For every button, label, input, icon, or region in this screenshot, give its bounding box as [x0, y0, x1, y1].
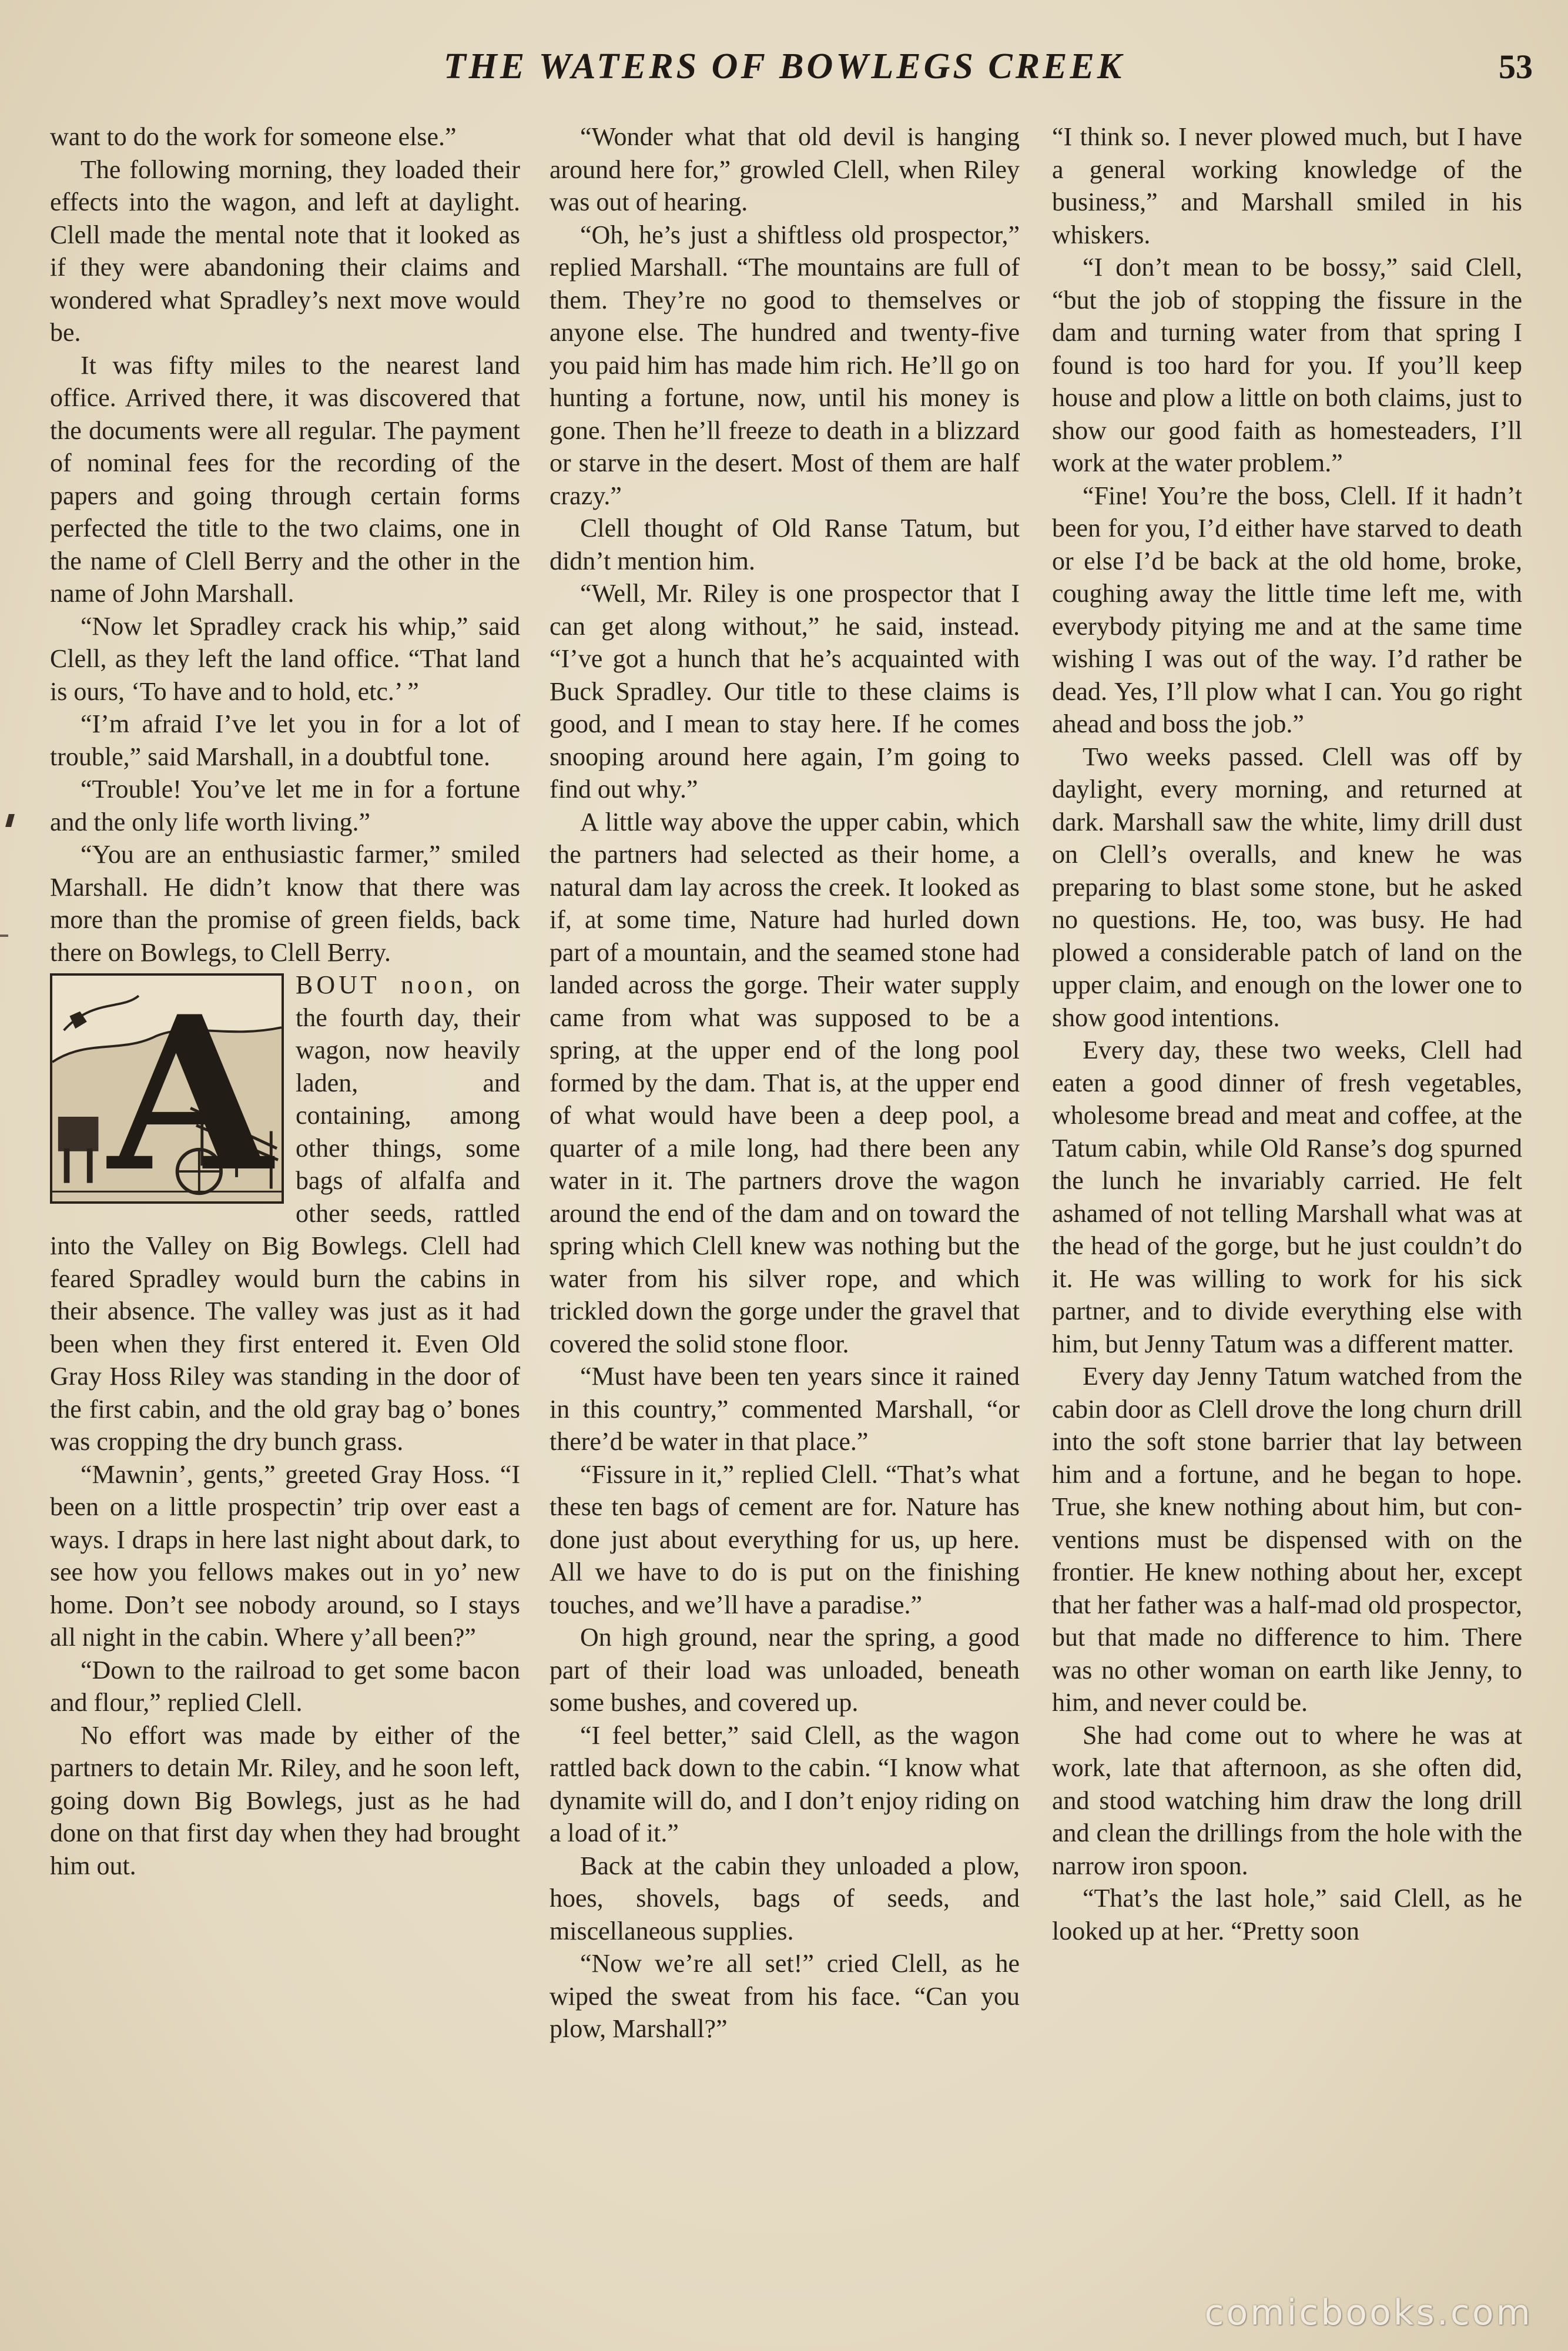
paragraph: “That’s the last hole,” said Clell, as he looked up at her. “Pretty soon: [1052, 1884, 1522, 1945]
paragraph: “Well, Mr. Riley is one prospector that I can get along without,” he said, instead. “I’ve got a hunch that he’s acquainted with Buck Spradley. Our title to these claims is good, and I mean to stay here. If he comes snooping around here again, I’m going to find out why.”: [550, 579, 1020, 803]
paragraph: Back at the cabin they unloaded a plow, hoes, shovels, bags of seeds, and miscellaneous supplies.: [550, 1851, 1020, 1945]
paragraph: “Fine! You’re the boss, Clell. If it hadn’t been for you, I’d either have starved to death or else I’d be back at the old home, broke, coughing away the little time left me, with everybody pitying me and at the same time wishing I was out of the way. I’d rather be dead. Yes, I’ll plow what I can. You go right ahead and boss the job.”: [1052, 481, 1522, 738]
running-title: THE WATERS OF BOWLEGS CREEK: [443, 46, 1125, 86]
paragraph: “I think so. I never plowed much, but I have a general working knowledge of the business,” and Marshall smiled in his whiskers.: [1052, 122, 1522, 249]
paragraph: On high ground, near the spring, a good part of their load was unloaded, beneath some bushes, and covered up.: [550, 1623, 1020, 1717]
paragraph: “Oh, he’s just a shiftless old prospector,” replied Marshall. “The mountains are full of them. They’re no good to themselves or anyone else. The hundred and twenty-five you paid him has made him rich. He’ll go on hunting a fortune, now, until his money is gone. Then he’ll freeze to death in a blizzard or starve in the desert. Most of them are half crazy.”: [550, 220, 1020, 510]
paragraph: Clell thought of Old Ranse Tatum, but didn’t mention him.: [550, 514, 1020, 575]
text-column-1: [50, 120, 520, 2248]
margin-mark: [5, 814, 15, 827]
page-header: [35, 46, 1533, 105]
paragraph: “You are an enthusiastic farmer,” smiled Marshall. He didn’t know that there was more than the promise of green fields, back there on Bowlegs, to Clell Berry.: [50, 840, 520, 967]
lead-paragraph-text: on the fourth day, their wagon, now heavily laden, and containing, among other things, some bags of alfalfa and other seeds, rattled into the Valley on Big Bowlegs. Clell had feared Spradley would burn the cabins in their absence. The valley was just as it had been when they first entered it. Even Old Gray Hoss Riley was standing in the door of the first cabin, and the old gray bag o’ bones was cropping the dry bunch grass.: [50, 970, 520, 1456]
paragraph: “I’m afraid I’ve let you in for a lot of trouble,” said Marshall, in a doubtful tone.: [50, 709, 520, 771]
drop-cap-letter: A: [108, 973, 273, 1204]
illustrated-drop-cap: [50, 973, 284, 1204]
paragraph: “Trouble! You’ve let me in for a fortune and the only life worth living.”: [50, 775, 520, 836]
page-number: 53: [1499, 48, 1533, 86]
paragraph: “Down to the railroad to get some bacon and flour,” replied Clell.: [50, 1655, 520, 1717]
paragraph: It was fifty miles to the nearest land office. Arrived there, it was discovered that the documents were all regular. The payment of nominal fees for the recording of the papers and going through certain forms perfected the title to the two claims, one in the name of Clell Berry and the other in the name of John Marshall.: [50, 350, 520, 608]
paragraph: “Must have been ten years since it rained in this country,” commented Marshall, “or there’d be water in that place.”: [550, 1362, 1020, 1456]
paragraph: “Wonder what that old devil is hanging around here for,” growled Clell, when Riley was out of hearing.: [550, 122, 1020, 216]
paragraph: Two weeks passed. Clell was off by daylight, every morning, and returned at dark. Marshall saw the white, limy drill dust on Clell’s overalls, and knew he was preparing to blast some stone, but he asked no questions. He, too, was busy. He had plowed a considerable patch of land on the upper claim, and enough on the lower one to show good intentions.: [1052, 742, 1522, 1032]
text-column-3: [1052, 120, 1522, 2248]
lead-in-words: BOUT noon,: [296, 970, 477, 999]
paragraph: The following morning, they loaded their effects into the wagon, and left at daylight. Clell made the mental note that it looked as if they were abandoning their claims and wondered what Spradley’s next move would be.: [50, 155, 520, 347]
paragraph: “Mawnin’, gents,” greeted Gray Hoss. “I been on a little prospectin’ trip over east a ways. I draps in here last night about dark, to see how you fellows makes out in yo’ new home. Don’t see nobody around, so I stays all night in the cabin. Where y’all been?”: [50, 1459, 520, 1652]
text-column-2: [550, 120, 1020, 2248]
paragraph: “Now we’re all set!” cried Clell, as he wiped the sweat from his face. “Can you plow, Marshall?”: [550, 1949, 1020, 2043]
paragraph: “Fissure in it,” replied Clell. “That’s what these ten bags of cement are for. Nature has done just about everything for us, up here. All we have to do is put on the finishing touches, and we’ll have a paradise.”: [550, 1459, 1020, 1619]
paragraph: “Now let Spradley crack his whip,” said Clell, as they left the land office. “That land is ours, ‘To have and to hold, etc.’ ”: [50, 611, 520, 706]
paragraph: Every day, these two weeks, Clell had eaten a good dinner of fresh vegetables, wholesome bread and meat and coffee, at the Tatum cabin, while Old Ranse’s dog spurned the lunch he invariably carried. He felt ashamed of not telling Marshall what was at the head of the gorge, but he just couldn’t do it. He was willing to work for his sick partner, and to divide everything else with him, but Jenny Tatum was a different matter.: [1052, 1036, 1522, 1358]
paragraph: She had come out to where he was at work, late that afternoon, as she often did, and stood watching him draw the long drill and clean the drillings from the hole with the narrow iron spoon.: [1052, 1720, 1522, 1880]
paragraph: “I don’t mean to be bossy,” said Clell, “but the job of stopping the fissure in the dam and turning water from that spring I found is too hard for you. If you’ll keep house and plow a little on both claims, just to show our good faith as homesteaders, I’ll work at the water problem.”: [1052, 253, 1522, 477]
paragraph: want to do the work for someone else.”: [50, 122, 457, 151]
paragraph: A little way above the upper cabin, which the partners had selected as their home, a natural dam lay across the creek. It looked as if, at some time, Nature had hurled down part of a mountain, and the seamed stone had landed across the gorge. Their water supply came from what was supposed to be a spring, at the upper end of the long pool formed by the dam. That is, at the upper end of what would have been a deep pool, a quarter of a mile long, had there been any water in it. The partners drove the wagon around the end of the dam and on toward the spring which Clell knew was nothing but the water from his silver rope, and which trickled down the gorge under the gravel that covered the solid stone floor.: [550, 807, 1020, 1358]
site-watermark: comicbooks.com: [1204, 2292, 1533, 2333]
paragraph: Every day Jenny Tatum watched from the cabin door as Clell drove the long churn drill into the soft stone barrier that lay between him and a fortune, and he began to hope. True, she knew nothing about him, but conventions must be dispensed with on the frontier. He knew nothing about her, except that her father was a half-mad old prospector, but that made no difference to him. There was no other woman on earth like Jenny, to him, and never could be.: [1052, 1362, 1522, 1717]
paragraph: No effort was made by either of the partners to detain Mr. Riley, and he soon left, going down Big Bowlegs, just as he had done on that first day when they had brought him out.: [50, 1720, 520, 1880]
margin-tick: [0, 935, 8, 937]
paragraph: “I feel better,” said Clell, as the wagon rattled back down to the cabin. “I know what dynamite will do, and I don’t enjoy riding on a load of it.”: [550, 1720, 1020, 1847]
